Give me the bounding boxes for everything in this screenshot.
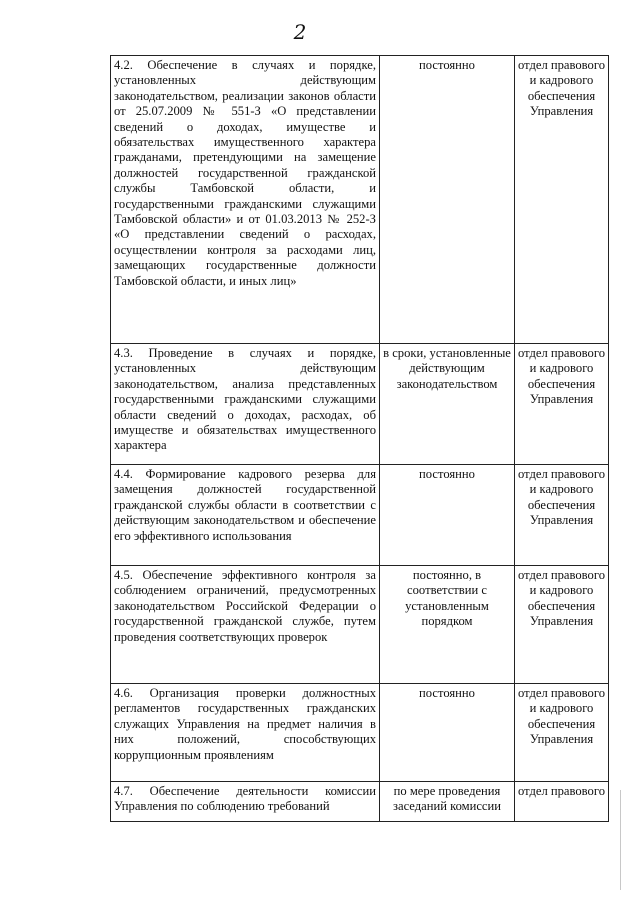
responsible-cell: отдел правового bbox=[515, 782, 609, 822]
term-cell: по мере проведения заседаний комиссии bbox=[380, 782, 515, 822]
table-row bbox=[111, 782, 609, 822]
activity-cell: 4.4. Формирование кадрового резерва для замещения должностей государственной гражданской службы области в соответствии с действующим законодательством и обеспечение его эффективного использования bbox=[111, 465, 380, 566]
table-row bbox=[111, 465, 609, 566]
table-row bbox=[111, 566, 609, 684]
table-row bbox=[111, 56, 609, 344]
table-row bbox=[111, 684, 609, 782]
activity-cell: 4.7. Обеспечение деятельности комиссии Управления по соблюдению требований bbox=[111, 782, 380, 822]
scan-artifact-line bbox=[620, 790, 621, 890]
activity-cell: 4.2. Обеспечение в случаях и порядке, установленных действующим законодательством, реализации законов области от 25.07.2009 № 551-З «О представлении сведений о доходах, имуществе и обязательствах имущественного характера гражданами, претендующими на замещение должностей государственной гражданской службы Тамбовской области, и государственными гражданскими служащими Тамбовской области» и от 01.03.2013 № 252-З «О представлении сведений о расходах, осуществлении контроля за расходами лиц, замещающих государственные должности Тамбовской области, и иных лиц» bbox=[111, 56, 380, 344]
responsible-cell: отдел правового и кадрового обеспечения Управления bbox=[515, 56, 609, 344]
responsible-cell: отдел правового и кадрового обеспечения Управления bbox=[515, 465, 609, 566]
responsible-cell: отдел правового и кадрового обеспечения Управления bbox=[515, 344, 609, 465]
page-number: 2 bbox=[293, 20, 307, 44]
responsible-cell: отдел правового и кадрового обеспечения Управления bbox=[515, 566, 609, 684]
measures-table bbox=[110, 55, 609, 822]
activity-cell: 4.6. Организация проверки должностных регламентов государственных гражданских служащих Управления на предмет наличия в них положений, способствующих коррупционным проявлениям bbox=[111, 684, 380, 782]
term-cell: постоянно bbox=[380, 684, 515, 782]
term-cell: постоянно bbox=[380, 56, 515, 344]
activity-cell: 4.3. Проведение в случаях и порядке, установленных действующим законодательством, анализа представленных государственными гражданскими служащими области сведений о доходах, расходах, об имуществе и обязательствах имущественного характера bbox=[111, 344, 380, 465]
responsible-cell: отдел правового и кадрового обеспечения Управления bbox=[515, 684, 609, 782]
activity-cell: 4.5. Обеспечение эффективного контроля за соблюдением ограничений, предусмотренных законодательством Российской Федерации о государственной гражданской службе, путем проведения соответствующих проверок bbox=[111, 566, 380, 684]
table-row bbox=[111, 344, 609, 465]
term-cell: в сроки, установленные действующим законодательством bbox=[380, 344, 515, 465]
term-cell: постоянно, в соответствии с установленным порядком bbox=[380, 566, 515, 684]
term-cell: постоянно bbox=[380, 465, 515, 566]
